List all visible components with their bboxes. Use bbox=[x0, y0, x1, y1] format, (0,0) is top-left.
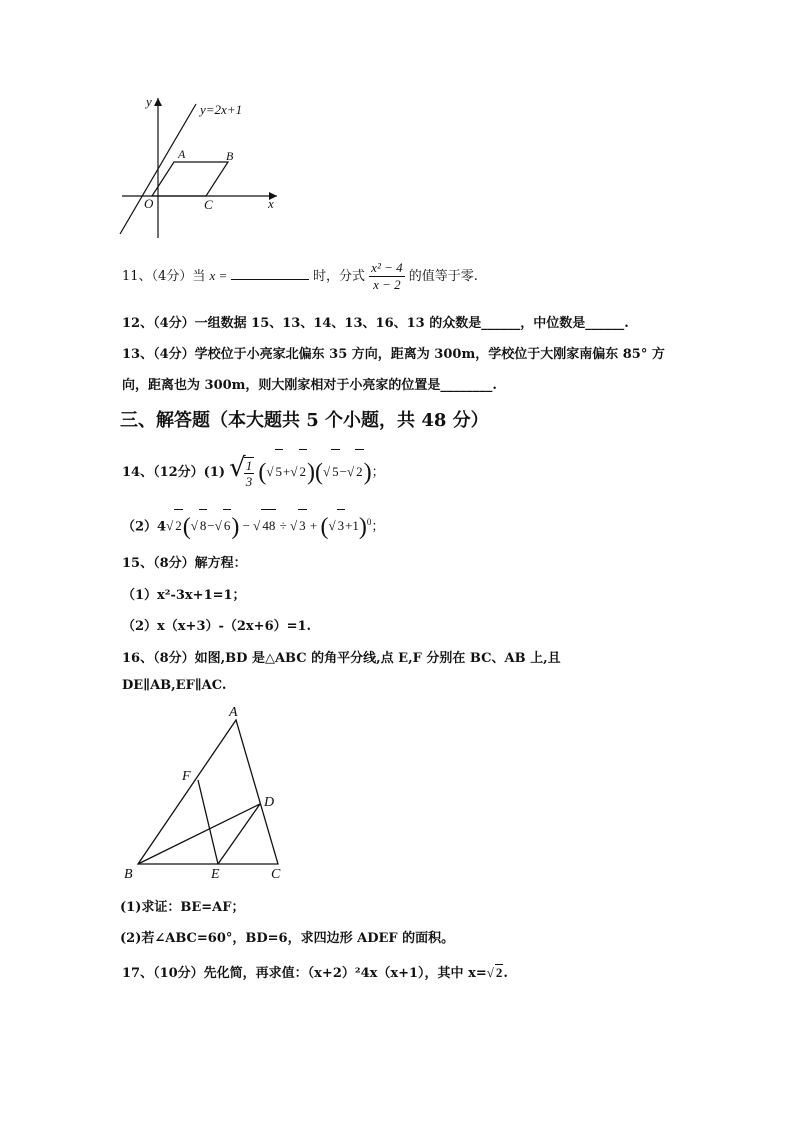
q14-frac bbox=[244, 457, 255, 489]
question-16-part2: (2)若∠ABC=60°，BD=6，求四边形 ADEF 的面积。 bbox=[120, 931, 455, 946]
section-3-title: 三、解答题（本大题共 5 个小题，共 48 分） bbox=[120, 410, 489, 431]
q14-label: 14、（12分）(1) bbox=[122, 465, 226, 480]
y-axis-arrow bbox=[154, 98, 162, 106]
q17-end: . bbox=[503, 966, 508, 981]
segment-bd bbox=[138, 804, 260, 864]
paren-open: ( bbox=[258, 459, 267, 486]
question-16-line2: DE∥AB,EF∥AC. bbox=[122, 678, 227, 693]
question-14-part2: （2）4√ 2(√ 8−√ 6) − √ 48 ÷ √ 3 + (√ 3+1)$^0$； bbox=[122, 506, 384, 538]
q14-p2-r2: 2 bbox=[174, 509, 183, 542]
label-c: C bbox=[271, 867, 281, 882]
q14-r2a: 2 bbox=[299, 449, 308, 494]
q17-text: 17、（10分）先化简，再求值：（x+2）²4x（x+1），其中 x= bbox=[122, 966, 487, 981]
q14-p2-exp: 0 bbox=[366, 517, 372, 527]
label-a: A bbox=[178, 147, 186, 161]
parallelogram-oabc bbox=[152, 162, 228, 196]
q14-p1-end: ； bbox=[371, 465, 385, 480]
question-14-part1: 14、（12分）(1) √ $\frac{1}{3}$ (√ 5+√ 2)(√ 5−√ 2)； bbox=[122, 446, 385, 490]
triangle-abc bbox=[138, 720, 278, 864]
paren-open: ( bbox=[320, 513, 329, 540]
radical-sign: √ bbox=[229, 453, 246, 483]
label-c: C bbox=[204, 197, 213, 212]
q14-frac-num: 1 bbox=[245, 457, 253, 473]
label-b: B bbox=[226, 149, 234, 163]
label-e: E bbox=[211, 867, 220, 882]
q11-eq: = bbox=[219, 268, 227, 283]
question-11 bbox=[122, 256, 478, 296]
q11-prefix: 11、（4分）当 bbox=[122, 269, 206, 284]
q11-denominator: x − 2 bbox=[373, 277, 401, 292]
q11-blank[interactable] bbox=[231, 267, 309, 280]
segment-de bbox=[218, 804, 260, 864]
q14-p2-r3b: 3 bbox=[337, 509, 346, 542]
q11-numerator: x² − 4 bbox=[371, 260, 403, 275]
segment-ef bbox=[198, 780, 218, 864]
question-15-title: 15、（8分）解方程： bbox=[122, 556, 247, 571]
q14-r2b: 2 bbox=[355, 449, 364, 494]
paren-close: ) bbox=[358, 513, 367, 540]
label-x: x bbox=[268, 196, 274, 211]
paren-close: ) bbox=[231, 513, 240, 540]
label-line-eq: y=2x+1 bbox=[200, 102, 243, 117]
question-13-line2: 向，距离也为 300m，则大刚家相对于小亮家的位置是________. bbox=[122, 378, 497, 393]
q14-r5b: 5 bbox=[331, 449, 340, 494]
question-15-part2: （2）x（x+3）-（2x+6）=1. bbox=[122, 619, 312, 634]
q11-fraction bbox=[369, 260, 404, 293]
q14-p2-r6: 6 bbox=[223, 509, 232, 542]
question-13-line1: 13、（4分）学校位于小亮家北偏东 35 方向，距离为 300m，学校位于大刚家南偏东 85° 方 bbox=[122, 347, 665, 362]
label-o: O bbox=[144, 196, 154, 211]
q14-p2-end: ； bbox=[371, 519, 385, 535]
paren-open: ( bbox=[315, 459, 323, 486]
paren-open: ( bbox=[182, 513, 191, 540]
label-d: D bbox=[264, 795, 275, 810]
q11-mid: 时，分式 bbox=[313, 269, 366, 284]
label-b: B bbox=[124, 867, 133, 882]
q14-frac-den: 3 bbox=[245, 473, 253, 489]
figure-coordinate-plane bbox=[112, 92, 292, 242]
q14-p2-r3a: 3 bbox=[298, 509, 307, 542]
question-15-part1: （1）x²-3x+1=1； bbox=[122, 588, 246, 603]
label-y: y bbox=[146, 94, 152, 109]
q11-var: x bbox=[209, 268, 216, 283]
figure-triangle bbox=[118, 700, 293, 885]
q17-sqrt: 2 bbox=[495, 965, 503, 980]
q14-r5a: 5 bbox=[275, 449, 284, 494]
label-f: F bbox=[182, 769, 191, 784]
q14-p2-r48: 48 bbox=[261, 509, 276, 542]
q14-p2-label: （2）4 bbox=[122, 519, 167, 535]
question-16-line1: 16、（8分）如图,BD 是△ABC 的角平分线,点 E,F 分别在 BC、AB 上,且 bbox=[122, 651, 561, 666]
label-a: A bbox=[229, 705, 238, 720]
q11-suffix: 的值等于零. bbox=[408, 269, 478, 284]
paren-close: ) bbox=[307, 459, 315, 486]
question-17: 17、（10分）先化简，再求值：（x+2）²4x（x+1），其中 x=√ 2. bbox=[122, 965, 508, 981]
q14-p2-r8: 8 bbox=[199, 509, 208, 542]
paren-close: ) bbox=[363, 459, 372, 486]
question-16-part1: (1)求证：BE=AF； bbox=[120, 900, 245, 915]
question-12: 12、（4分）一组数据 15、13、14、13、16、13 的众数是______，中位数是______. bbox=[122, 316, 629, 331]
